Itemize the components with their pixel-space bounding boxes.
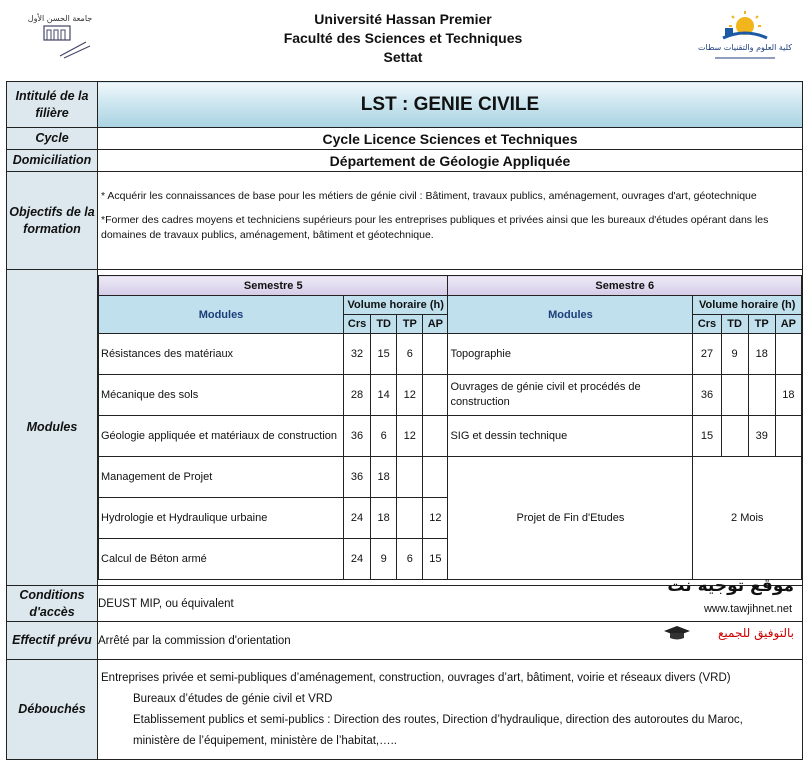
s5-td: 9 xyxy=(371,539,397,580)
s5-module-name: Hydrologie et Hydraulique urbaine xyxy=(99,498,344,539)
label-conditions: Conditions d'accès xyxy=(7,586,98,622)
s6-tp: 39 xyxy=(748,416,775,457)
s5-crs: 32 xyxy=(344,334,371,375)
objectif-1: * Acquérir les connaissances de base pour les métiers de génie civil : Bâtiment, travaux publics, aménagement, ouvrages d'art, géotechnique xyxy=(101,190,757,202)
conditions-value: DEUST MIP, ou équivalent xyxy=(98,586,803,622)
col-td: TD xyxy=(371,315,397,334)
s5-modules-header: Modules xyxy=(99,296,344,334)
s5-ap xyxy=(423,416,448,457)
graduation-cap-icon xyxy=(662,624,692,642)
s5-td: 14 xyxy=(371,375,397,416)
s5-module-name: Résistances des matériaux xyxy=(99,334,344,375)
col-tp: TP xyxy=(748,315,775,334)
s5-ap: 12 xyxy=(423,498,448,539)
s6-td xyxy=(721,416,748,457)
s5-crs: 24 xyxy=(344,539,371,580)
s6-ap xyxy=(775,334,801,375)
s5-ap xyxy=(423,457,448,498)
col-ap: AP xyxy=(775,315,801,334)
col-ap: AP xyxy=(423,315,448,334)
s5-ap: 15 xyxy=(423,539,448,580)
table-row xyxy=(99,457,802,498)
s5-td: 18 xyxy=(371,498,397,539)
watermark-site-name: موقع توجيه نت xyxy=(667,576,794,596)
s6-td: 9 xyxy=(721,334,748,375)
site-watermark xyxy=(662,576,800,651)
s5-module-name: Géologie appliquée et matériaux de construction xyxy=(99,416,344,457)
effectif-value: Arrêté par la commission d'orientation xyxy=(98,622,803,660)
modules-cell xyxy=(98,270,803,586)
col-crs: Crs xyxy=(344,315,371,334)
objectif-2: *Former des cadres moyens et techniciens supérieurs pour les entreprises publiques et privées ainsi que les bureaux d'études opérant dans les domaines de travaux publics, aménagement, bâtiment et géotechnique. xyxy=(101,214,769,241)
program-table xyxy=(6,81,803,760)
label-effectif: Effectif prévu xyxy=(7,622,98,660)
label-objectifs: Objectifs de la formation xyxy=(7,172,98,270)
s5-tp: 6 xyxy=(397,539,423,580)
col-td: TD xyxy=(721,315,748,334)
label-domiciliation: Domiciliation xyxy=(7,150,98,172)
debouche-item: Bureaux d’études de génie civil et VRD xyxy=(133,692,333,705)
pfe-name: Projet de Fin d'Etudes xyxy=(448,457,693,580)
s5-tp: 12 xyxy=(397,375,423,416)
s5-crs: 24 xyxy=(344,498,371,539)
s5-tp: 6 xyxy=(397,334,423,375)
watermark-slogan: بالتوفيق للجميع xyxy=(718,626,794,640)
s5-td: 6 xyxy=(371,416,397,457)
city-name: Settat xyxy=(383,49,423,65)
semester-5-title: Semestre 5 xyxy=(99,276,448,296)
label-debouches: Débouchés xyxy=(7,660,98,760)
modules-grid xyxy=(98,275,802,580)
s5-module-name: Management de Projet xyxy=(99,457,344,498)
pfe-duration: 2 Mois xyxy=(693,457,802,580)
label-cycle: Cycle xyxy=(7,128,98,150)
table-row xyxy=(99,334,802,375)
col-crs: Crs xyxy=(693,315,721,334)
s5-ap xyxy=(423,334,448,375)
faculty-logo xyxy=(697,8,793,70)
page-header xyxy=(0,0,806,78)
debouches-cell xyxy=(98,660,803,760)
s6-modules-header: Modules xyxy=(448,296,693,334)
s6-crs: 36 xyxy=(693,375,721,416)
debouche-item: Entreprises privée et semi-publiques d’aménagement, construction, ouvrages d’art, bâtiment, voirie et réseaux divers (VRD) xyxy=(101,671,731,684)
s6-tp: 18 xyxy=(748,334,775,375)
s6-crs: 15 xyxy=(693,416,721,457)
col-tp: TP xyxy=(397,315,423,334)
filiere-title: LST : GENIE CIVILE xyxy=(98,82,803,128)
label-modules: Modules xyxy=(7,270,98,586)
table-row xyxy=(99,375,802,416)
cycle-value: Cycle Licence Sciences et Techniques xyxy=(98,128,803,150)
s6-module-name: Topographie xyxy=(448,334,693,375)
s5-module-name: Calcul de Béton armé xyxy=(99,539,344,580)
s5-td: 15 xyxy=(371,334,397,375)
s5-tp xyxy=(397,457,423,498)
debouche-item: ministère de l’équipement, ministère de l’habitat,….. xyxy=(133,734,397,747)
s6-td xyxy=(721,375,748,416)
university-logo-text: جامعة الحسن الأول xyxy=(27,14,93,23)
s5-module-name: Mécanique des sols xyxy=(99,375,344,416)
s5-volume-header: Volume horaire (h) xyxy=(344,296,448,315)
watermark-url: www.tawjihnet.net xyxy=(703,603,792,615)
s5-tp: 12 xyxy=(397,416,423,457)
s6-crs: 27 xyxy=(693,334,721,375)
label-intitule: Intitulé de la filière xyxy=(7,82,98,128)
domiciliation-value: Département de Géologie Appliquée xyxy=(98,150,803,172)
faculty-name: Faculté des Sciences et Techniques xyxy=(283,30,523,46)
s6-ap: 18 xyxy=(775,375,801,416)
s6-volume-header: Volume horaire (h) xyxy=(693,296,802,315)
faculty-logo-text: كلية العلوم والتقنيات سطات xyxy=(697,43,793,52)
semester-6-title: Semestre 6 xyxy=(448,276,802,296)
s6-ap xyxy=(775,416,801,457)
s6-tp xyxy=(748,375,775,416)
table-row xyxy=(99,416,802,457)
s5-ap xyxy=(423,375,448,416)
university-name: Université Hassan Premier xyxy=(314,11,492,27)
s5-crs: 36 xyxy=(344,457,371,498)
s5-crs: 36 xyxy=(344,416,371,457)
s5-td: 18 xyxy=(371,457,397,498)
s5-tp xyxy=(397,498,423,539)
s6-module-name: Ouvrages de génie civil et procédés de construction xyxy=(448,375,693,416)
debouche-item: Etablissement publics et semi-publics : Direction des routes, Direction d’hydraulique, direction des autoroutes du Maroc, xyxy=(133,713,743,726)
s5-crs: 28 xyxy=(344,375,371,416)
s6-module-name: SIG et dessin technique xyxy=(448,416,693,457)
objectifs-cell xyxy=(98,172,803,270)
